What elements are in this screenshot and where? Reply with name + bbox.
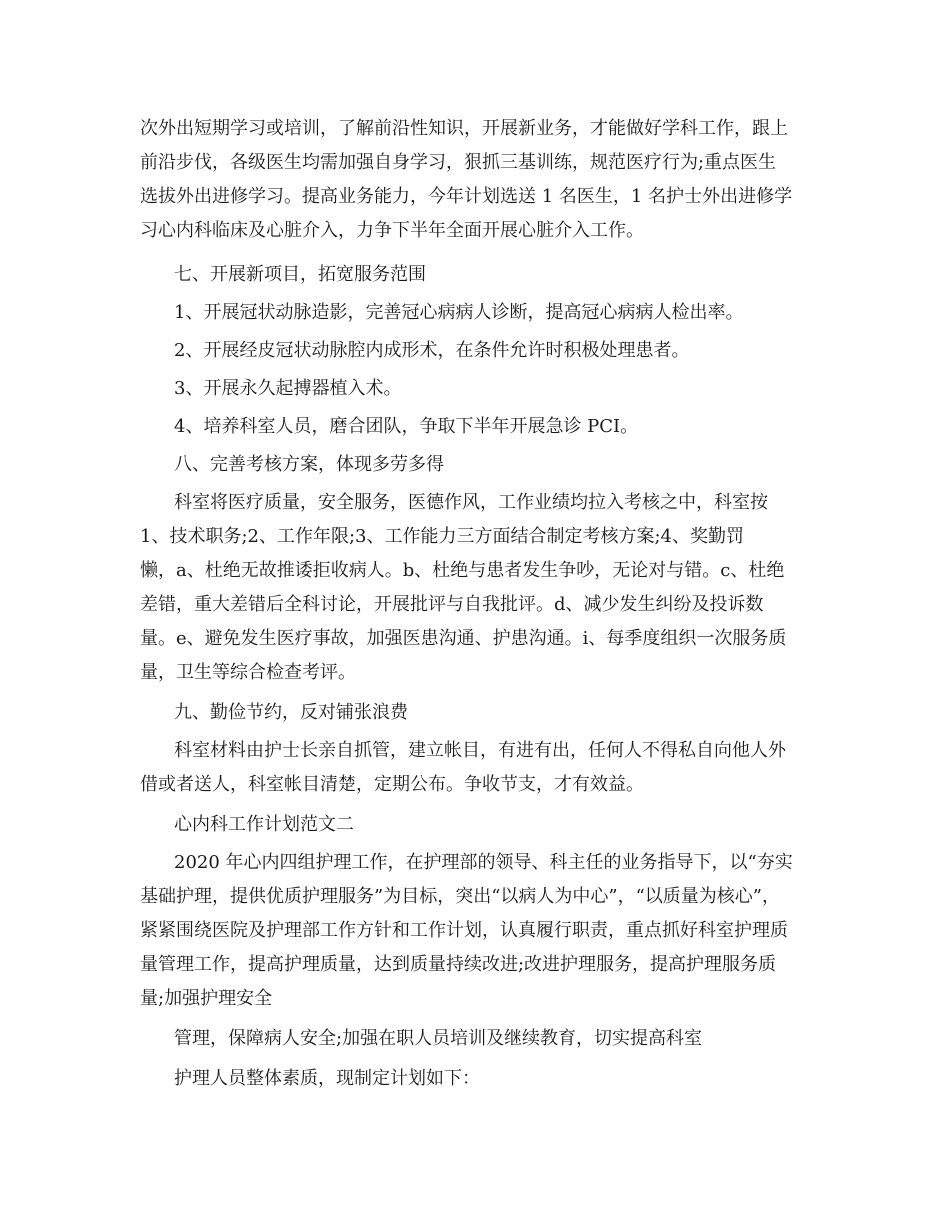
- section-heading: 八、完善考核方案，体现多劳多得: [174, 454, 444, 475]
- body-text-line: 差错，重大差错后全科讨论，开展批评与自我批评。d、减少发生纠纷及投诉数: [140, 594, 764, 615]
- paragraph-first-line: 2020 年心内四组护理工作，在护理部的领导、科主任的业务指导下，以“夯实: [174, 852, 793, 873]
- body-text-line: 懒，a、杜绝无故推诿拒收病人。b、杜绝与患者发生争吵，无论对与错。c、杜绝: [140, 560, 785, 581]
- body-text-line: 选拔外出进修学习。提高业务能力，今年计划选送 1 名医生，1 名护士外出进修学: [140, 186, 793, 207]
- paragraph-first-line: 科室将医疗质量，安全服务，医德作风，工作业绩均拉入考核之中，科室按: [174, 492, 768, 513]
- body-text-line: 习心内科临床及心脏介入，力争下半年全面开展心脏介入工作。: [140, 220, 644, 241]
- body-text-line: 量。e、避免发生医疗事故，加强医患沟通、护患沟通。i、每季度组织一次服务质: [140, 628, 787, 649]
- body-text-line: 1、技术职务;2、工作年限;3、工作能力三方面结合制定考核方案;4、奖勤罚: [140, 526, 744, 547]
- body-text-line: 前沿步伐，各级医生均需加强自身学习，狠抓三基训练，规范医疗行为;重点医生: [140, 152, 777, 173]
- body-text-line: 次外出短期学习或培训，了解前沿性知识，开展新业务，才能做好学科工作，跟上: [140, 118, 788, 139]
- section-title: 心内科工作计划范文二: [174, 814, 354, 835]
- paragraph-first-line: 科室材料由护士长亲自抓管，建立帐目，有进有出，任何人不得私自向他人外: [174, 740, 786, 761]
- body-text-line: 量;加强护理安全: [140, 988, 273, 1009]
- section-heading: 七、开展新项目，拓宽服务范围: [174, 264, 426, 285]
- body-text-line: 量管理工作，提高护理质量，达到质量持续改进;改进护理服务，提高护理服务质: [140, 954, 777, 975]
- paragraph-first-line: 护理人员整体素质，现制定计划如下：: [174, 1068, 480, 1089]
- body-text-line: 借或者送人，科室帐目清楚，定期公布。争收节支，才有效益。: [140, 774, 644, 795]
- list-item: 4、培养科室人员，磨合团队，争取下半年开展急诊 PCI。: [174, 416, 639, 437]
- section-heading: 九、勤俭节约，反对铺张浪费: [174, 702, 408, 723]
- body-text-line: 量，卫生等综合检查考评。: [140, 662, 356, 683]
- list-item: 3、开展永久起搏器植入术。: [174, 378, 402, 399]
- paragraph-first-line: 管理，保障病人安全;加强在职人员培训及继续教育，切实提高科室: [174, 1028, 703, 1049]
- body-text-line: 基础护理，提供优质护理服务”为目标，突出“以病人为中心”，“以质量为核心”，: [140, 886, 781, 907]
- list-item: 1、开展冠状动脉造影，完善冠心病病人诊断，提高冠心病病人检出率。: [174, 302, 744, 323]
- list-item: 2、开展经皮冠状动脉腔内成形术，在条件允许时积极处理患者。: [174, 340, 690, 361]
- body-text-line: 紧紧围绕医院及护理部工作方针和工作计划，认真履行职责，重点抓好科室护理质: [140, 920, 788, 941]
